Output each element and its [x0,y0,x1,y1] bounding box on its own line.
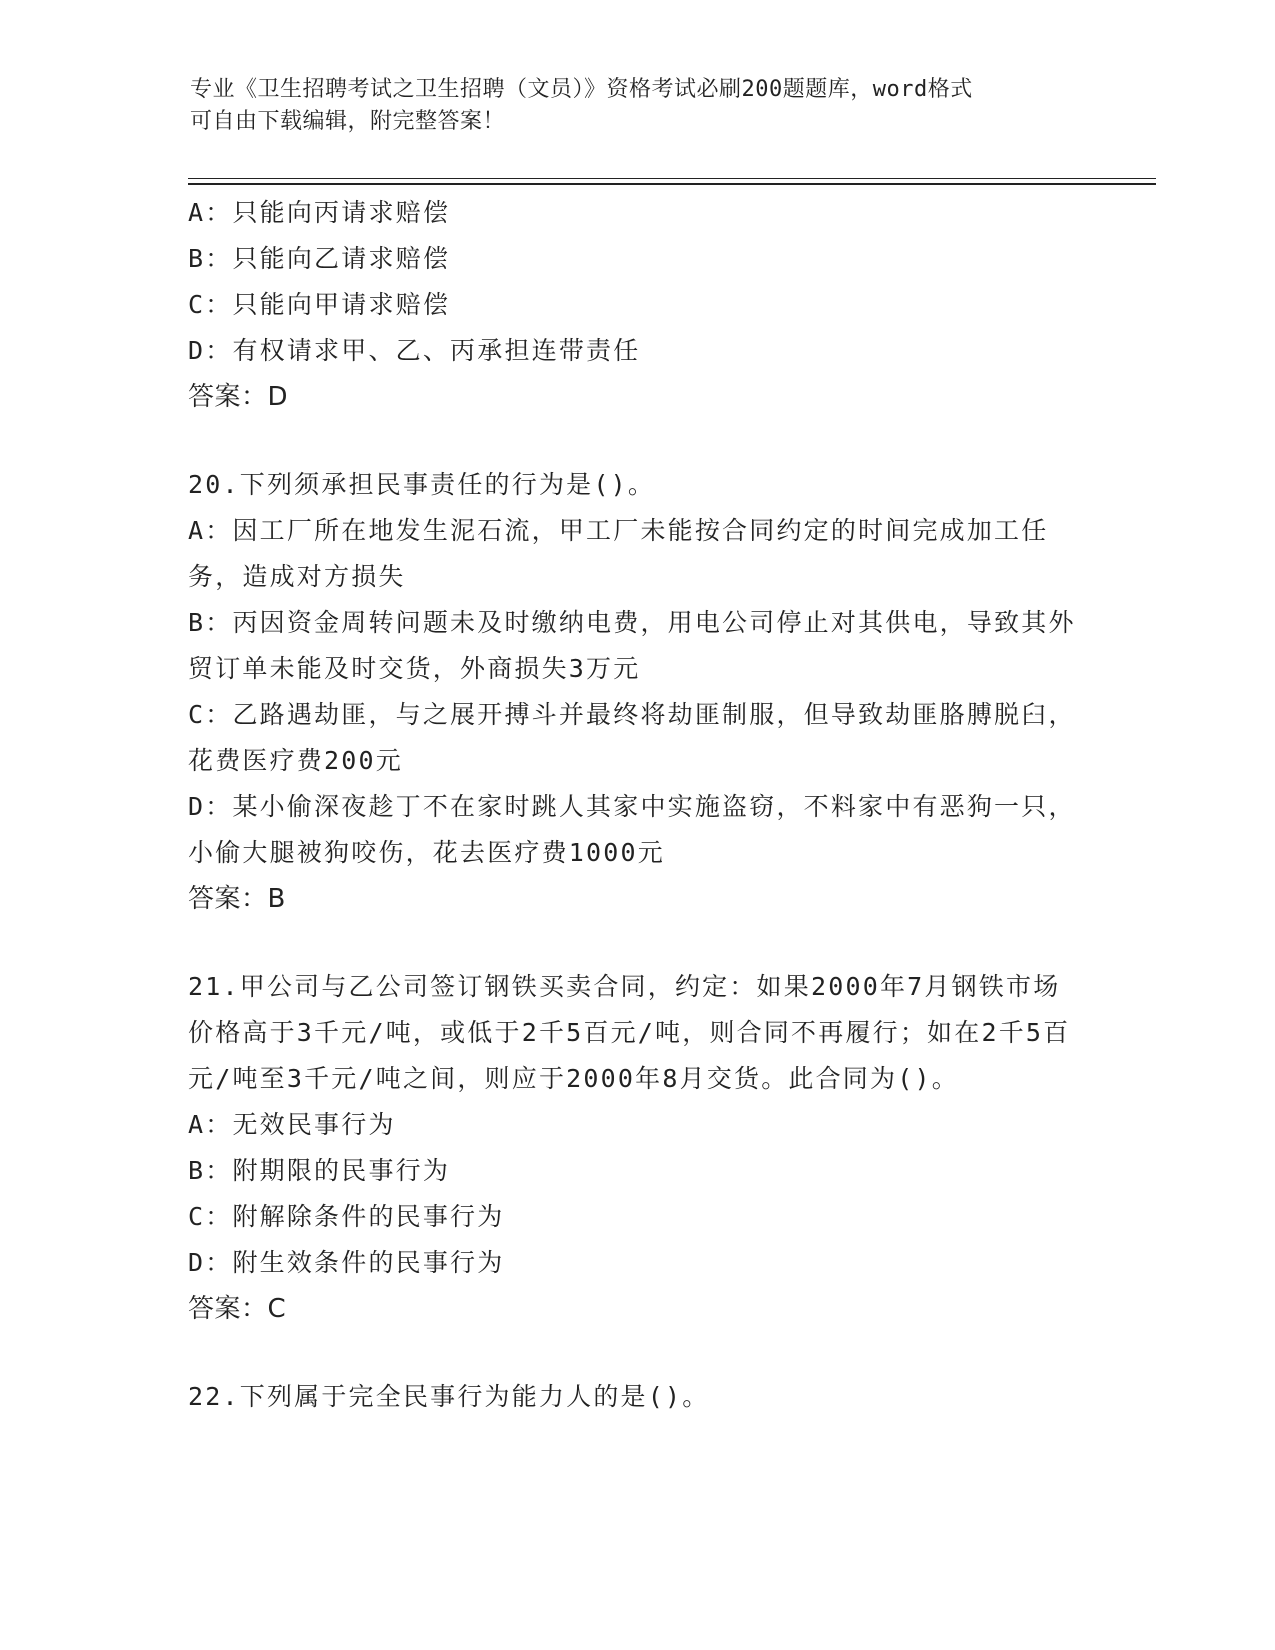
answer-20: 答案：B [188,884,286,914]
header-title-line-2: 可自由下载编辑，附完整答案！ [190,109,506,134]
option-a: A：因工厂所在地发生泥石流，甲工厂未能按合同约定的时间完成加工任务，造成对方损失 [188,516,1049,591]
spacer [188,1332,1088,1374]
option-a: A：只能向丙请求赔偿 [188,198,451,227]
option-b: B：附期限的民事行为 [188,1156,451,1185]
option-d: D：附生效条件的民事行为 [188,1248,505,1277]
option-b: B：只能向乙请求赔偿 [188,244,451,273]
spacer [188,420,1088,462]
header-divider-thin [188,178,1156,179]
option-d: D：某小偷深夜趁丁不在家时跳人其家中实施盗窃，不料家中有恶狗一只，小偷大腿被狗咬伤，花去医疗费1000元 [188,792,1076,867]
question-stem: 20.下列须承担民事责任的行为是()。 [188,470,656,499]
question-content [188,190,1088,1420]
option-c: C：乙路遇劫匪，与之展开搏斗并最终将劫匪制服，但导致劫匪胳膊脱臼，花费医疗费200元 [188,700,1076,775]
question-21 [188,964,1088,1332]
question-19-options [188,190,1088,420]
question-stem: 21.甲公司与乙公司签订钢铁买卖合同，约定：如果2000年7月钢铁市场价格高于3千元/吨，或低于2千5百元/吨，则合同不再履行；如在2千5百元/吨至3千元/吨之间，则应于2000年8月交货。此合同为()。 [188,972,1071,1093]
question-22 [188,1374,1088,1420]
option-c: C：只能向甲请求赔偿 [188,290,451,319]
option-b: B：丙因资金周转问题未及时缴纳电费，用电公司停止对其供电，导致其外贸订单未能及时交货，外商损失3万元 [188,608,1076,683]
answer-21: 答案：C [188,1294,287,1324]
header-title-line-1: 专业《卫生招聘考试之卫生招聘（文员）》资格考试必刷200题题库，word格式 [190,77,973,102]
answer-19: 答案：D [188,382,289,412]
option-c: C：附解除条件的民事行为 [188,1202,505,1231]
header-divider-thick [188,183,1156,185]
document-header [190,74,1090,138]
option-a: A：无效民事行为 [188,1110,396,1139]
option-d: D：有权请求甲、乙、丙承担连带责任 [188,336,641,365]
question-stem: 22.下列属于完全民事行为能力人的是()。 [188,1382,710,1411]
question-20 [188,462,1088,922]
spacer [188,922,1088,964]
